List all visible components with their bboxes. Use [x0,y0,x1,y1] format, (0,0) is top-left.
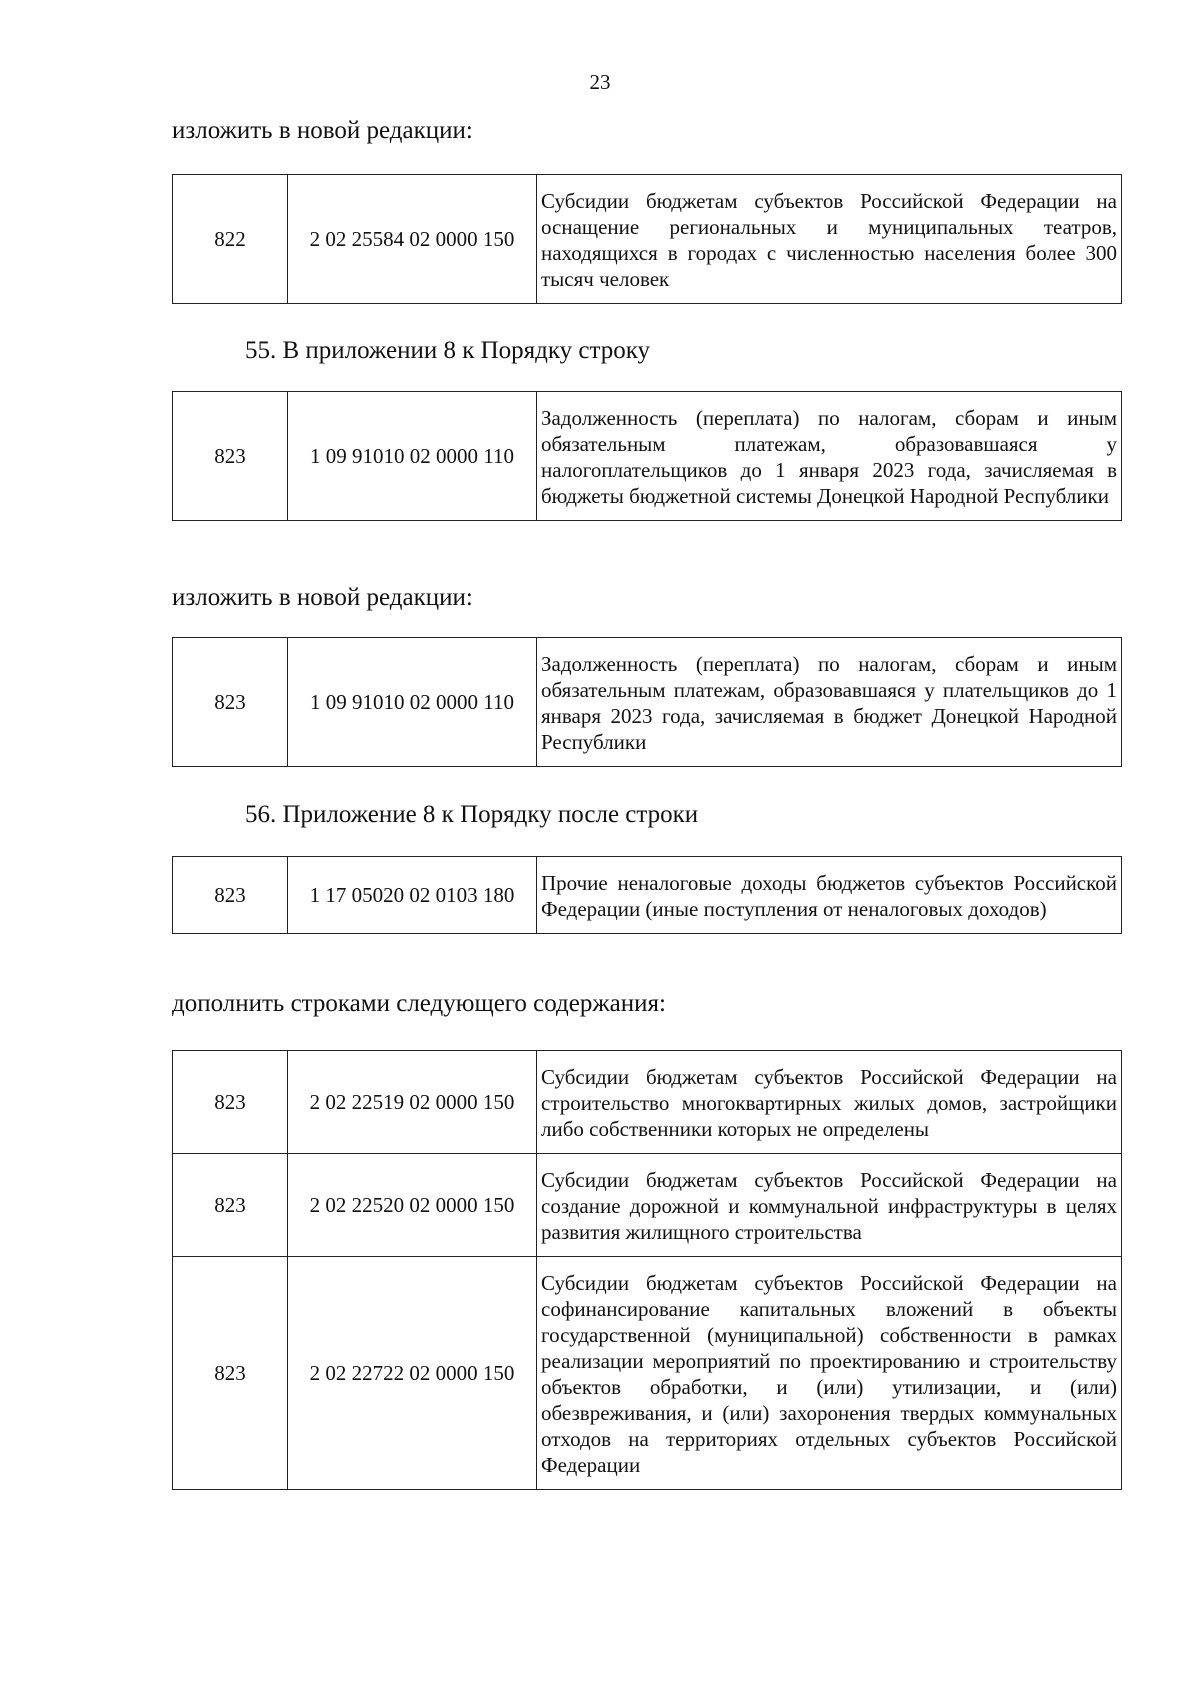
description-cell: Субсидии бюджетам субъектов Российской Федерации на строительство многоквартирных жилых домов, застройщики либо собственники которых не определены [537,1051,1122,1154]
table-new-row-823 [172,637,1122,767]
table-row [173,175,1122,304]
description-cell: Задолженность (переплата) по налогам, сборам и иным обязательным платежам, образовавшаяся у плательщиков до 1 января 2023 года, зачисляемая в бюджет Донецкой Народной Республики [537,638,1122,767]
description-cell: Субсидии бюджетам субъектов Российской Федерации на оснащение региональных и муниципальных театров, находящихся в городах с численностью населения более 300 тысяч человек [537,175,1122,304]
admin-code-cell: 823 [173,1257,288,1490]
table-row [173,1051,1122,1154]
table-row [173,857,1122,934]
table-row [173,392,1122,521]
admin-code-cell: 823 [173,392,288,521]
table-old-row-823 [172,391,1122,521]
table-row [173,1154,1122,1257]
restate-paragraph: изложить в новой редакции: [172,584,473,611]
admin-code-cell: 823 [173,857,288,934]
kbk-code-cell: 2 02 22519 02 0000 150 [288,1051,537,1154]
admin-code-cell: 823 [173,1154,288,1257]
kbk-code-cell: 2 02 22722 02 0000 150 [288,1257,537,1490]
description-cell: Задолженность (переплата) по налогам, сборам и иным обязательным платежам, образовавшаяся у налогоплательщиков до 1 января 2023 года, зачисляемая в бюджеты бюджетной системы Донецкой Народной Республики [537,392,1122,521]
supplement-paragraph: дополнить строками следующего содержания: [172,990,666,1017]
item-55-paragraph: 55. В приложении 8 к Порядку строку [245,337,651,364]
table-added-rows [172,1050,1122,1490]
table-row [173,1257,1122,1490]
kbk-code-cell: 2 02 25584 02 0000 150 [288,175,537,304]
kbk-code-cell: 1 09 91010 02 0000 110 [288,638,537,767]
table-after-row-823 [172,856,1122,934]
description-cell: Прочие неналоговые доходы бюджетов субъектов Российской Федерации (иные поступления от неналоговых доходов) [537,857,1122,934]
intro-paragraph: изложить в новой редакции: [172,117,473,144]
table-revenue-822 [172,174,1122,304]
kbk-code-cell: 1 17 05020 02 0103 180 [288,857,537,934]
description-cell: Субсидии бюджетам субъектов Российской Федерации на создание дорожной и коммунальной инфраструктуры в целях развития жилищного строительства [537,1154,1122,1257]
admin-code-cell: 823 [173,638,288,767]
description-cell: Субсидии бюджетам субъектов Российской Федерации на софинансирование капитальных вложений в объекты государственной (муниципальной) собственности в рамках реализации мероприятий по проектированию и строительству объектов обработки, и (или) утилизации, и (или) обезвреживания, и (или) захоронения твердых коммунальных отходов на территориях отдельных субъектов Российской Федерации [537,1257,1122,1490]
admin-code-cell: 823 [173,1051,288,1154]
kbk-code-cell: 1 09 91010 02 0000 110 [288,392,537,521]
admin-code-cell: 822 [173,175,288,304]
table-row [173,638,1122,767]
item-56-paragraph: 56. Приложение 8 к Порядку после строки [245,801,699,828]
kbk-code-cell: 2 02 22520 02 0000 150 [288,1154,537,1257]
page-number: 23 [589,70,611,94]
